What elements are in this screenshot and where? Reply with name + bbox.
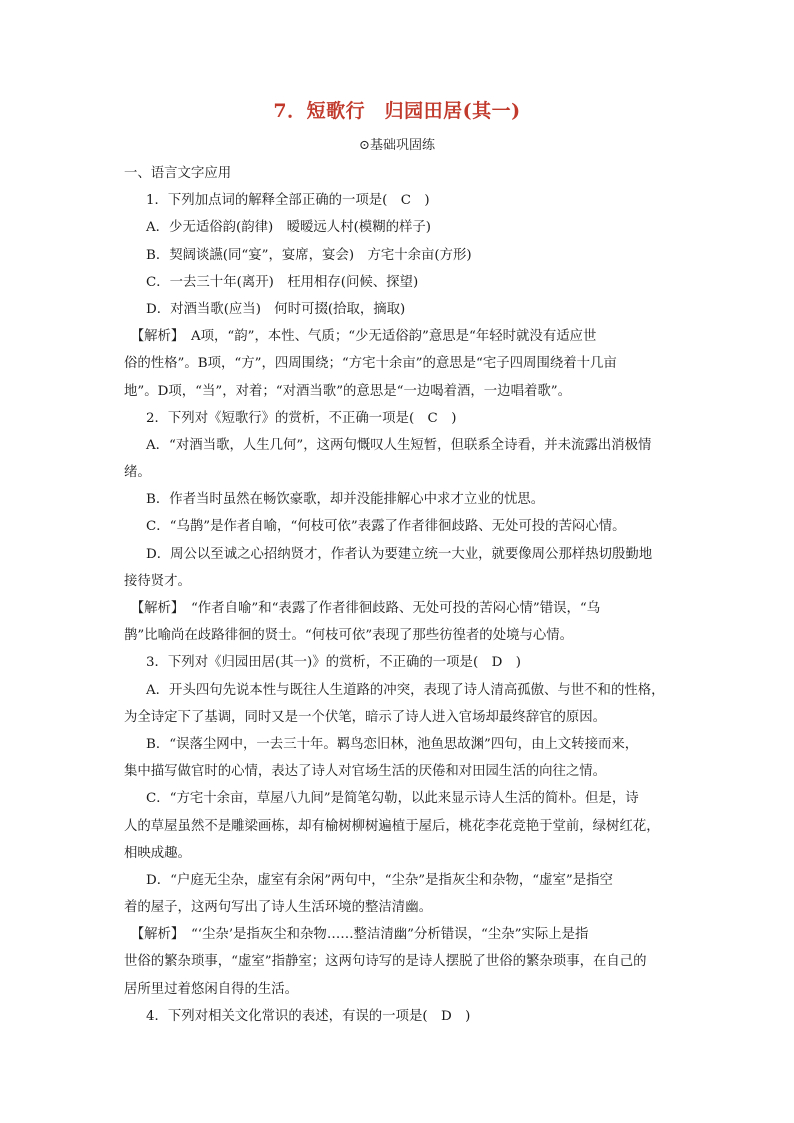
text-line: 【解析】 “‘尘杂’是指灰尘和杂物……整洁清幽”分析错误，“尘杂”实际上是指 [124, 927, 589, 943]
text-line: 2．下列对《短歌行》的赏析，不正确一项是( C ) [146, 410, 457, 426]
text-line: 着的屋子，这两句写出了诗人生活环境的整洁清幽。 [124, 900, 432, 916]
text-line: 3．下列对《归园田居(其一)》的赏析，不正确的一项是( D ) [146, 655, 521, 671]
text-line: 俗的性格”。B项，“方”，四周围绕；“方宅十余亩”的意思是“宅子四周围绕着十几亩 [124, 356, 617, 372]
text-line: B．契阔谈讌(同“宴”，宴席，宴会) 方宅十余亩(方形) [146, 247, 472, 263]
text-line: 相映成趣。 [124, 845, 191, 861]
text-line: D．“户庭无尘杂，虚室有余闲”两句中，“尘杂”是指灰尘和杂物，“虚室”是指空 [146, 872, 613, 888]
text-line: 4．下列对相关文化常识的表述，有误的一项是( D ) [146, 1008, 471, 1024]
text-line: A．少无适俗韵(韵律) 暧暧远人村(模糊的样子) [146, 220, 431, 236]
text-line: 集中描写做官时的心情，表达了诗人对官场生活的厌倦和对田园生活的向往之情。 [124, 764, 607, 780]
text-line: C．“方宅十余亩，草屋八九间”是简笔勾勒，以此来显示诗人生活的简朴。但是，诗 [146, 791, 639, 807]
text-line: 世俗的繁杂琐事，“虚室”指静室；这两句诗写的是诗人摆脱了世俗的繁杂琐事，在自己的 [124, 954, 647, 970]
text-line: B．“误落尘网中，一去三十年。羁鸟恋旧林，池鱼思故渊”四句，由上文转接而来， [146, 736, 639, 752]
text-line: D．对酒当歌(应当) 何时可掇(拾取，摘取) [146, 301, 406, 317]
text-line: 绪。 [124, 465, 151, 481]
section-heading: 一、语言文字应用 [124, 166, 232, 181]
document-body [124, 160, 680, 1030]
text-line: A．开头四句先说本性与既往人生道路的冲突，表现了诗人清高孤傲、与世不和的性格， [146, 682, 665, 698]
text-line: B．作者当时虽然在畅饮豪歌，却并没能排解心中求才立业的忧思。 [146, 492, 545, 508]
text-line: 【解析】 A项，“韵”，本性、气质；“少无适俗韵”意思是“年轻时就没有适应世 [124, 329, 597, 345]
text-line: C．“乌鹊”是作者自喻，“何枝可依”表露了作者徘徊歧路、无处可投的苦闷心情。 [146, 519, 626, 535]
page-title: 7．短歌行 归园田居(其一) [273, 100, 521, 122]
text-line: 居所里过着悠闲自得的生活。 [124, 981, 299, 997]
text-line: 1．下列加点词的解释全部正确的一项是( C ) [146, 193, 430, 209]
text-line: 人的草屋虽然不是雕梁画栋，却有榆树柳树遍植于屋后，桃花李花竞艳于堂前，绿树红花， [124, 818, 660, 834]
text-line: 鹊”比喻尚在歧路徘徊的贤士。“何枝可依”表现了那些彷徨者的处境与心情。 [124, 628, 574, 644]
text-line: 地”。D项，“当”，对着；“对酒当歌”的意思是“一边喝着酒，一边唱着歌”。 [124, 383, 571, 399]
text-line: C．一去三十年(离开) 枉用相存(问候、探望) [146, 274, 419, 290]
text-line: 【解析】 “作者自喻”和“表露了作者徘徊歧路、无处可投的苦闷心情”错误，“乌 [124, 601, 601, 616]
text-line: 接待贤才。 [124, 573, 191, 589]
text-line: 为全诗定下了基调，同时又是一个伏笔，暗示了诗人进入官场却最终辞官的原因。 [124, 709, 607, 725]
section-subtitle: ⊙基础巩固练 [359, 138, 435, 153]
text-line: A．“对酒当歌，人生几何”，这两句慨叹人生短暂，但联系全诗看，并未流露出消极情 [146, 437, 652, 453]
text-line: D．周公以至诚之心招纳贤才，作者认为要建立统一大业，就要像周公那样热切殷勤地 [146, 546, 653, 562]
